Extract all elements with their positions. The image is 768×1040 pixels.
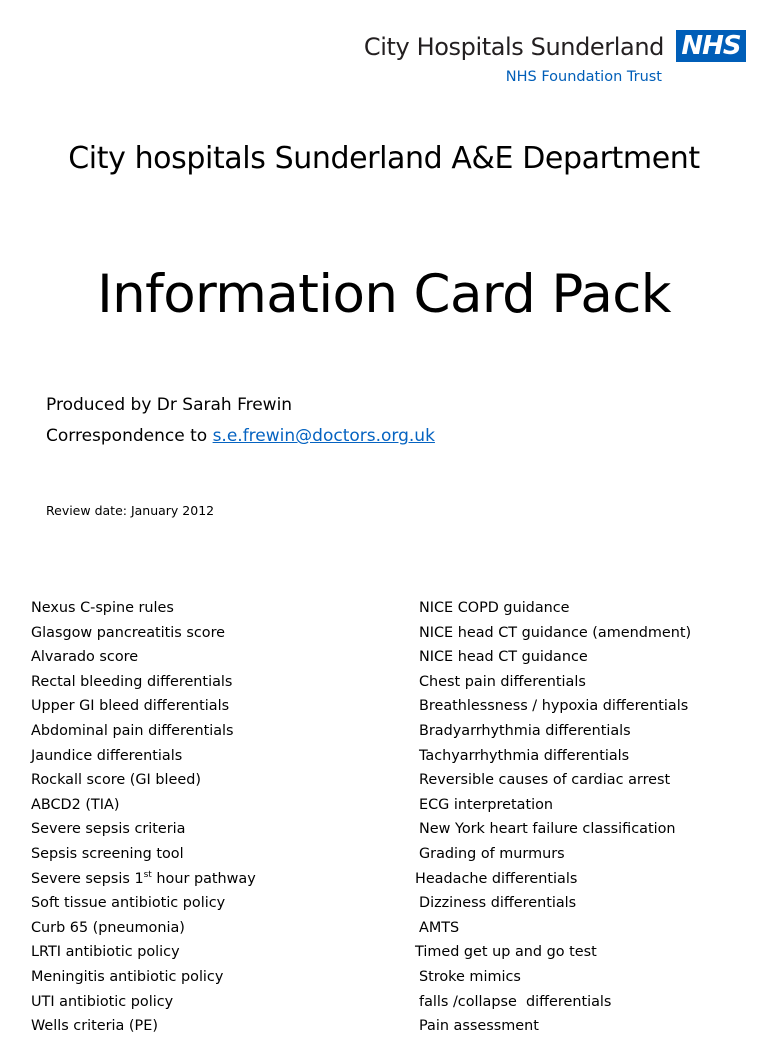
list-item: Stroke mimics <box>419 968 521 985</box>
list-item: Grading of murmurs <box>419 845 565 862</box>
list-item: Timed get up and go test <box>415 944 597 961</box>
list-item: Abdominal pain differentials <box>31 722 234 739</box>
list-item: Glasgow pancreatitis score <box>31 624 226 641</box>
brand-trust: NHS Foundation Trust <box>505 69 662 85</box>
list-item: NICE COPD guidance <box>419 600 570 616</box>
list-item: UTI antibiotic policy <box>31 993 174 1010</box>
sepsis-pathway-end: hour pathway <box>151 870 256 887</box>
list-item: AMTS <box>419 919 460 936</box>
list-item: Bradyarrhythmia differentials <box>419 722 631 739</box>
list-item: Upper GI bleed differentials <box>31 698 230 715</box>
department-heading: City hospitals Sunderland A&E Department <box>68 141 700 176</box>
list-item: LRTI antibiotic policy <box>31 944 180 961</box>
list-item: Headache differentials <box>415 870 578 887</box>
list-item: Chest pain differentials <box>419 673 586 690</box>
review-date: Review date: January 2012 <box>46 503 215 518</box>
list-item: ECG interpretation <box>419 796 554 813</box>
list-item: falls /collapse differentials <box>419 993 612 1010</box>
left-topic-list <box>31 597 256 1040</box>
list-item: Reversible causes of cardiac arrest <box>419 772 671 789</box>
correspondence-label: Correspondence to <box>46 426 213 446</box>
brand-name: City Hospitals Sunderland <box>363 33 664 61</box>
list-item: Rectal bleeding differentials <box>31 673 233 690</box>
correspondence-line <box>46 426 435 446</box>
list-item: Pain assessment <box>419 1018 539 1035</box>
list-item: Breathlessness / hypoxia differentials <box>419 698 689 715</box>
list-item: NICE head CT guidance (amendment) <box>419 624 692 641</box>
list-item-sepsis-pathway <box>31 868 256 893</box>
email-link[interactable]: s.e.frewin@doctors.org.uk <box>212 426 435 446</box>
nhs-logo: NHS <box>676 30 746 62</box>
list-item: NICE head CT guidance <box>419 649 588 666</box>
list-item: Tachyarrhythmia differentials <box>419 747 630 764</box>
list-item: Curb 65 (pneumonia) <box>31 919 185 936</box>
list-item: ABCD2 (TIA) <box>31 796 120 813</box>
list-item: Dizziness differentials <box>419 895 577 912</box>
sepsis-pathway-sup: st <box>143 869 152 880</box>
list-item: Rockall score (GI bleed) <box>31 772 201 789</box>
right-topic-list <box>415 597 692 1040</box>
list-item: Sepsis screening tool <box>31 845 184 862</box>
list-item: Wells criteria (PE) <box>31 1018 158 1035</box>
list-item: Severe sepsis criteria <box>31 821 186 838</box>
list-item: Soft tissue antibiotic policy <box>31 895 226 912</box>
sepsis-pathway-start: Severe sepsis 1 <box>31 870 144 887</box>
list-item: Alvarado score <box>31 649 139 666</box>
list-item: Jaundice differentials <box>31 747 183 764</box>
list-item: New York heart failure classification <box>419 821 676 838</box>
list-item: Meningitis antibiotic policy <box>31 968 224 985</box>
page-title: Information Card Pack <box>97 264 671 325</box>
producer-line: Produced by Dr Sarah Frewin <box>46 395 293 415</box>
brand-header <box>0 28 768 98</box>
list-item: Nexus C-spine rules <box>31 600 174 616</box>
